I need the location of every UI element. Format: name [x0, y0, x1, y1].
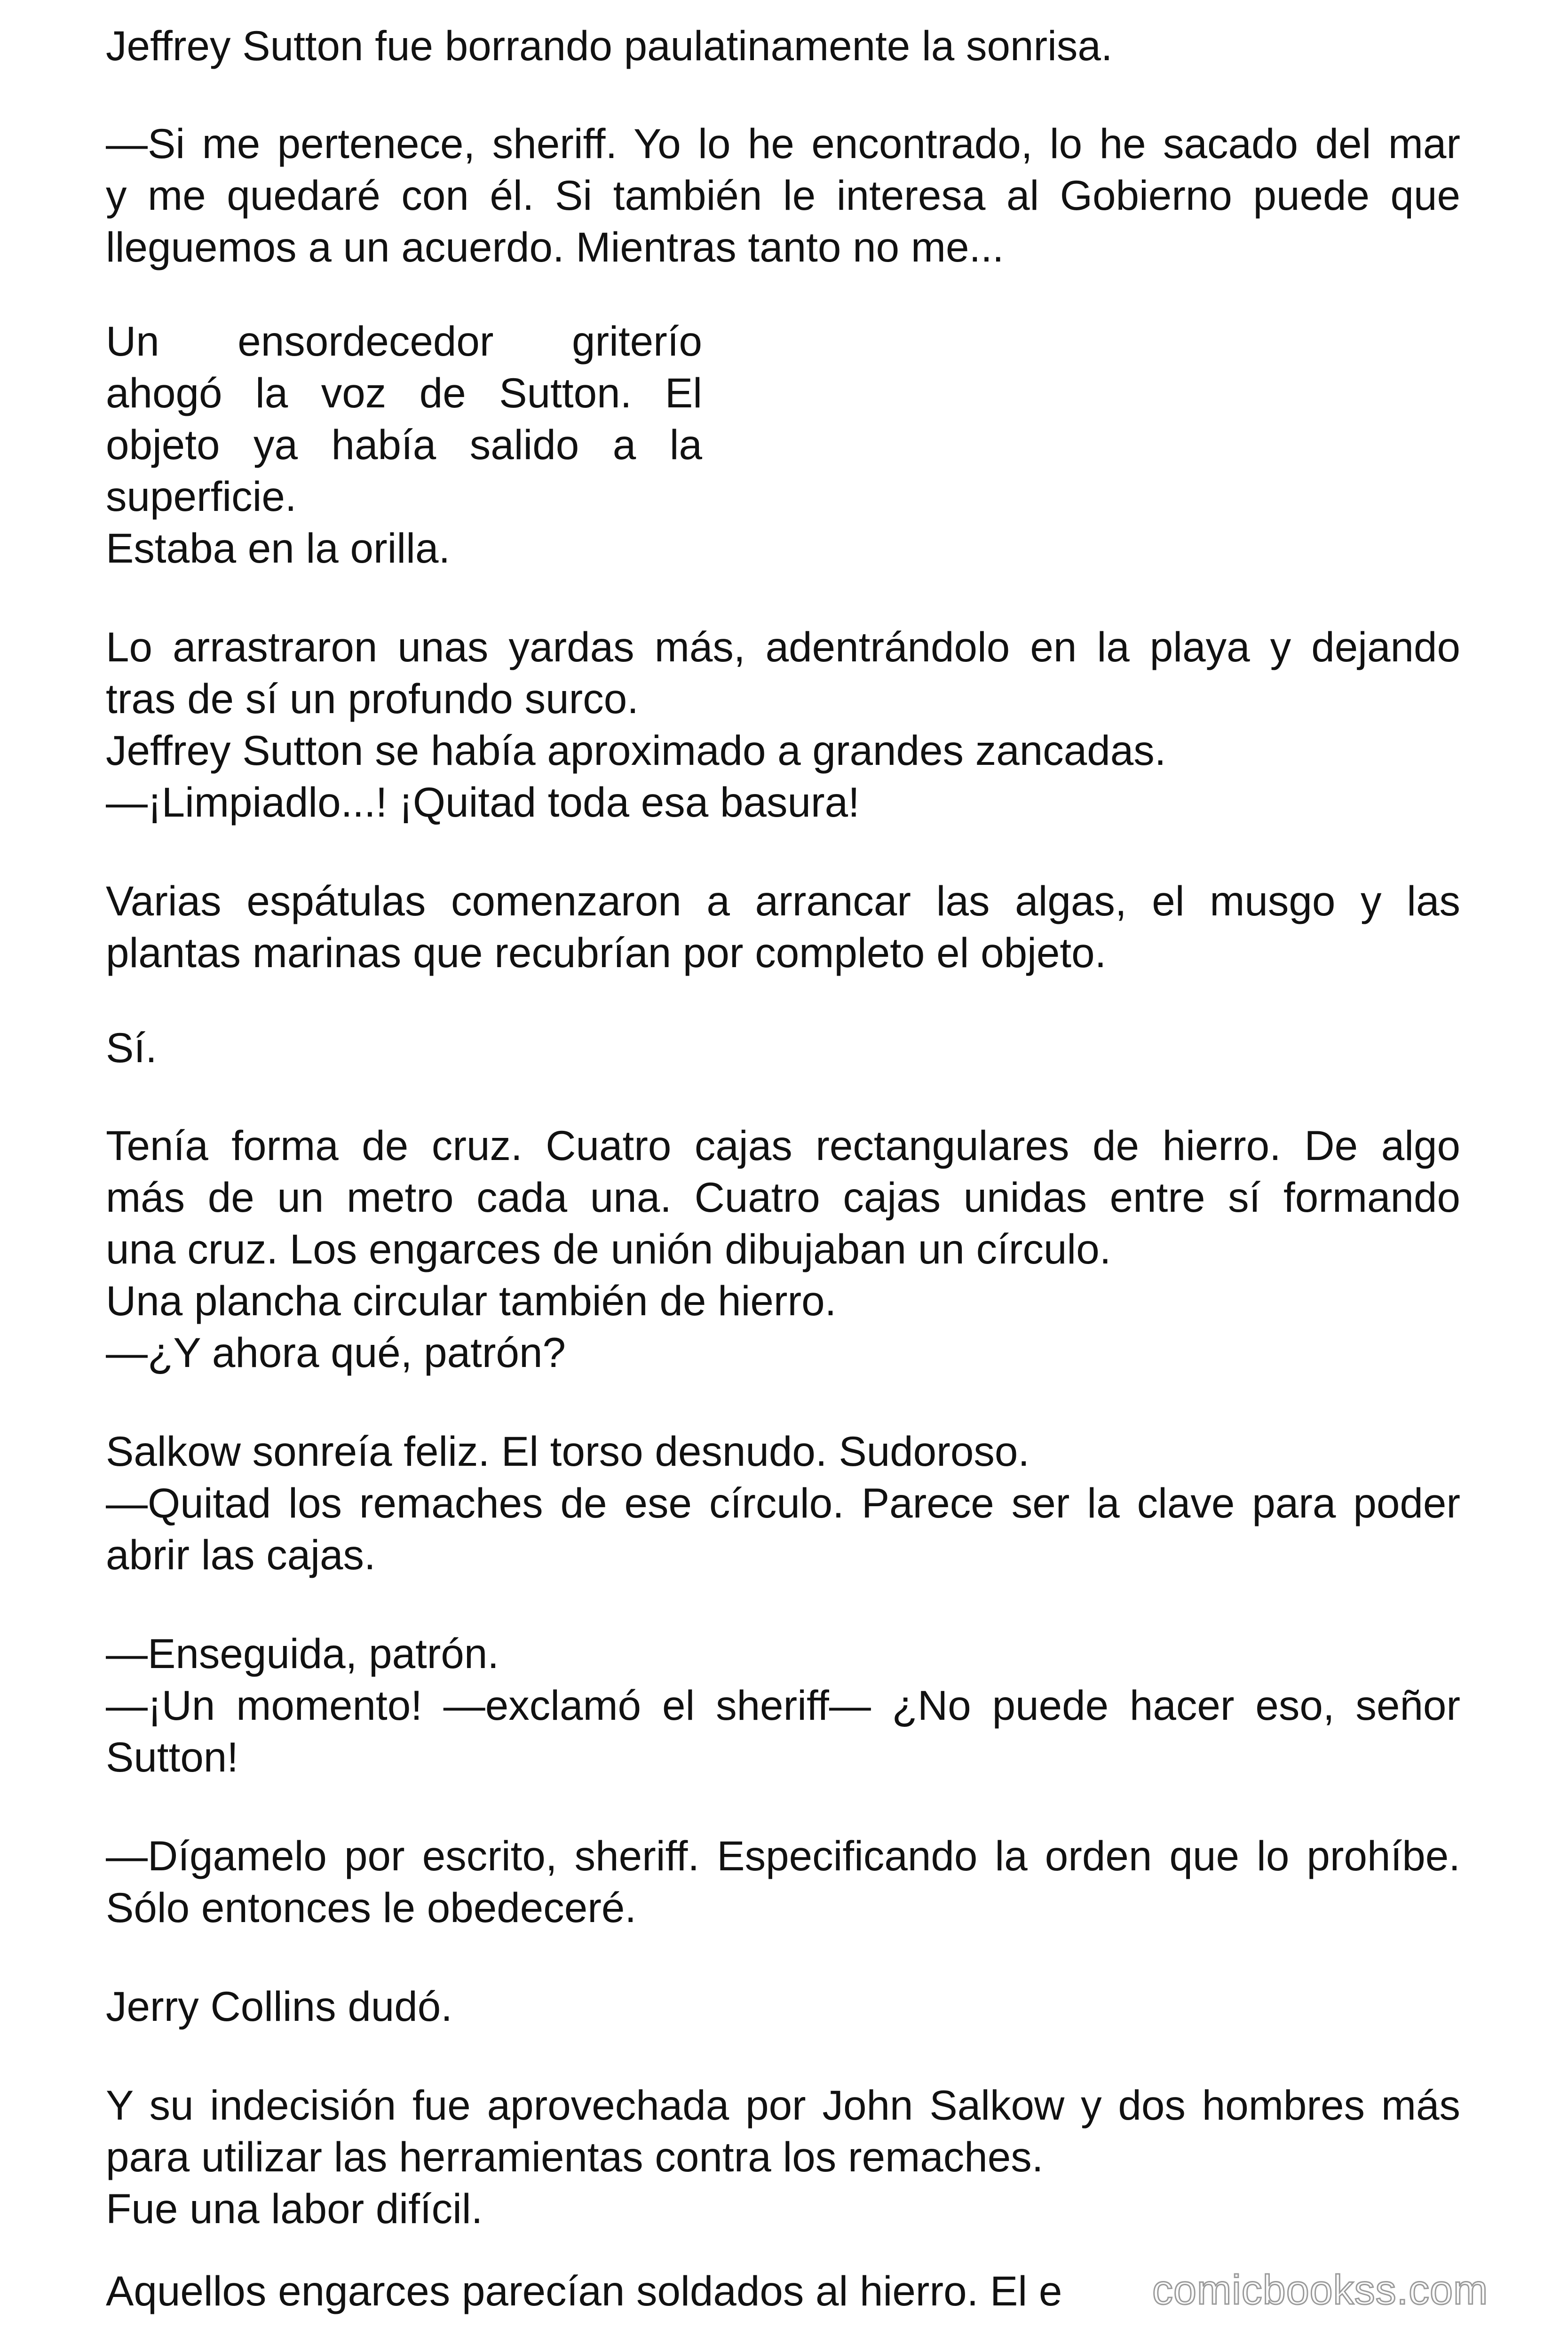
text-line: Aquellos engarces parecían soldados al hierro. El e: [106, 2267, 1062, 2314]
text-line: Sutton!: [106, 1733, 239, 1780]
text-line: Sí.: [106, 1024, 157, 1071]
text-line: —¡Un momento! —exclamó el sheriff— ¿No puede hacer eso, señor: [106, 1682, 1460, 1729]
text-line: más de un metro cada una. Cuatro cajas unidas entre sí formando: [106, 1174, 1460, 1221]
text-line: lleguemos a un acuerdo. Mientras tanto no me...: [106, 223, 1004, 270]
text-line: Salkow sonreía feliz. El torso desnudo. Sudoroso.: [106, 1428, 1030, 1475]
text-line: tras de sí un profundo surco.: [106, 675, 639, 722]
text-line: —Quitad los remaches de ese círculo. Parece ser la clave para poder: [106, 1479, 1460, 1526]
text-line: Tenía forma de cruz. Cuatro cajas rectangulares de hierro. De algo: [106, 1122, 1460, 1169]
text-line: superficie.: [106, 473, 297, 520]
text-line: Estaba en la orilla.: [106, 524, 451, 572]
paragraph: [106, 315, 702, 574]
text-line: una cruz. Los engarces de unión dibujaban un círculo.: [106, 1225, 1111, 1272]
text-line: Sólo entonces le obedeceré.: [106, 1884, 637, 1931]
paragraph: [106, 20, 1460, 72]
text-line: plantas marinas que recubrían por completo el objeto.: [106, 929, 1107, 976]
text-line: Un ensordecedor griterío: [106, 318, 702, 365]
text-line: abrir las cajas.: [106, 1531, 376, 1578]
paragraph: [106, 2079, 1460, 2234]
watermark: comicbookss.com: [1152, 2266, 1489, 2313]
paragraph: [106, 1980, 1460, 2032]
text-line: objeto ya había salido a la: [106, 421, 702, 468]
text-line: para utilizar las herramientas contra los remaches.: [106, 2133, 1044, 2180]
text-line: —Enseguida, patrón.: [106, 1630, 499, 1677]
paragraph: [106, 621, 1460, 828]
paragraph: [106, 1022, 1460, 1073]
text-line: Y su indecisión fue aprovechada por John Salkow y dos hombres más: [106, 2082, 1460, 2129]
paragraph: [106, 1425, 1460, 1581]
text-line: Lo arrastraron unas yardas más, adentrándolo en la playa y dejando: [106, 623, 1460, 670]
text-line: ahogó la voz de Sutton. El: [106, 369, 702, 416]
paragraph: [106, 118, 1460, 273]
text-line: Jerry Collins dudó.: [106, 1983, 453, 2030]
paragraph: [106, 875, 1460, 978]
text-line: Jeffrey Sutton se había aproximado a grandes zancadas.: [106, 727, 1166, 774]
text-line: Una plancha circular también de hierro.: [106, 1277, 837, 1324]
text-line: Varias espátulas comenzaron a arrancar las algas, el musgo y las: [106, 877, 1460, 924]
text-line: —Si me pertenece, sheriff. Yo lo he encontrado, lo he sacado del mar: [106, 120, 1460, 167]
text-line: Fue una labor difícil.: [106, 2185, 483, 2232]
text-line: y me quedaré con él. Si también le interesa al Gobierno puede que: [106, 172, 1460, 219]
text-line: —¿Y ahora qué, patrón?: [106, 1329, 566, 1376]
paragraph: [106, 1628, 1460, 1783]
paragraph: [106, 1830, 1460, 1933]
text-line: —¡Limpiadlo...! ¡Quitad toda esa basura!: [106, 779, 860, 826]
text-line: —Dígamelo por escrito, sheriff. Especificando la orden que lo prohíbe.: [106, 1832, 1460, 1879]
paragraph: [106, 1120, 1460, 1378]
text-line: Jeffrey Sutton fue borrando paulatinamente la sonrisa.: [106, 22, 1113, 69]
